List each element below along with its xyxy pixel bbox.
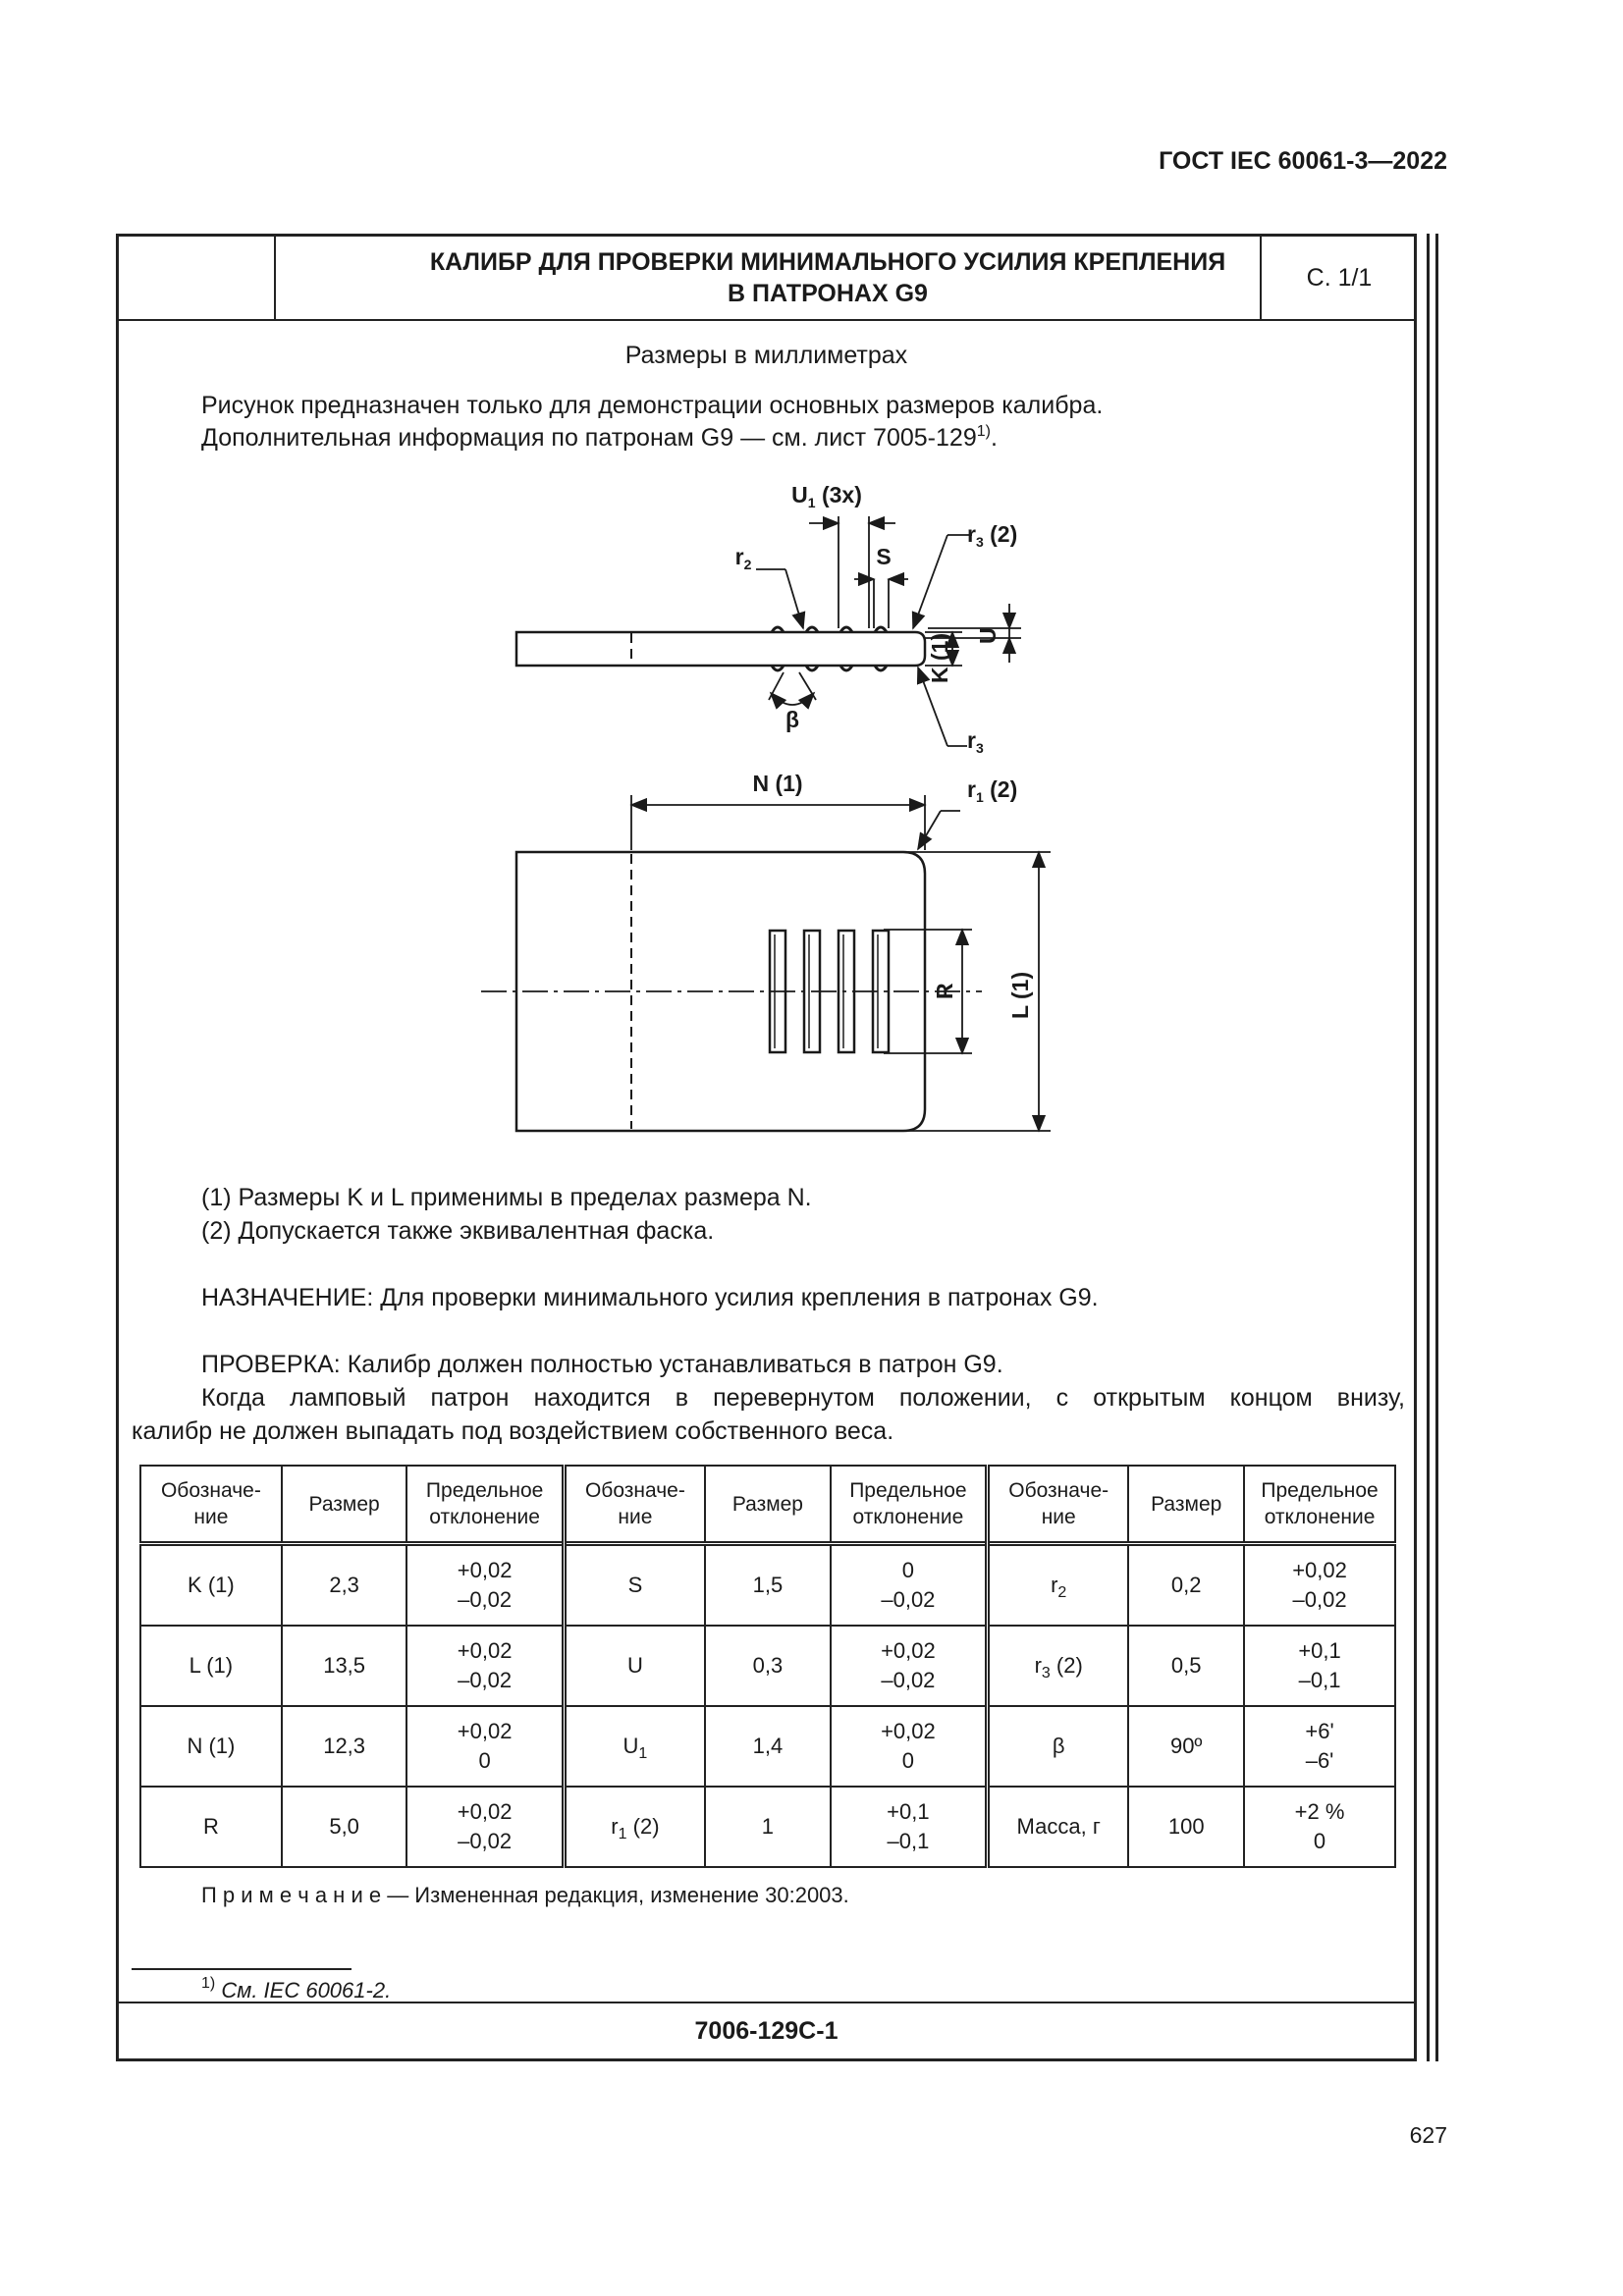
col-header-symbol: Обозначе- ние: [988, 1466, 1129, 1544]
col-header-size: Размер: [1128, 1466, 1244, 1544]
cell-size: 0,5: [1128, 1626, 1244, 1706]
label-u1: $U_1$ (3x): [791, 482, 862, 510]
cell-tolerance: [831, 1706, 988, 1787]
cell-tolerance: [406, 1787, 564, 1867]
col-header-size: Размер: [282, 1466, 407, 1544]
sheet-number: 7006-129C-1: [119, 2002, 1414, 2058]
page-number: 627: [1409, 2122, 1447, 2148]
header-empty-cell: [119, 237, 276, 319]
sheet-title-line2: В ПАТРОНАХ G9: [728, 280, 928, 307]
cell-size: 1,5: [705, 1544, 831, 1627]
footnote: [201, 1975, 392, 2003]
tolerance-upper: +2 %: [1294, 1799, 1345, 1824]
tolerance-lower: 0: [478, 1748, 491, 1773]
cell-tolerance: [1244, 1544, 1395, 1627]
cell-tolerance: [1244, 1626, 1395, 1706]
cell-size: 0,2: [1128, 1544, 1244, 1627]
footnote-rule: [132, 1968, 352, 1970]
intro-line-2: [201, 422, 998, 454]
tolerance-lower: –0,1: [887, 1829, 930, 1853]
cell-tolerance: [1244, 1787, 1395, 1867]
cell-size: 1,4: [705, 1706, 831, 1787]
tolerance-upper: +0,1: [1298, 1638, 1341, 1663]
tolerance-lower: 0: [1313, 1829, 1326, 1853]
cell-tolerance: [831, 1626, 988, 1706]
check-text-2b: калибр не должен выпадать под воздействием собственного веса.: [132, 1417, 894, 1445]
footnote-ref: 1): [976, 423, 991, 440]
table-row: [140, 1626, 1395, 1706]
tolerance-upper: +0,02: [457, 1638, 513, 1663]
cell-size: 13,5: [282, 1626, 407, 1706]
sheet-title: [276, 237, 1380, 319]
tolerance-upper: +0,02: [457, 1719, 513, 1743]
footnote-text: См. IEC 60061-2.: [215, 1978, 392, 2002]
tolerance-lower: –0,1: [1298, 1668, 1341, 1692]
cell-tolerance: [1244, 1706, 1395, 1787]
cell-size: 12,3: [282, 1706, 407, 1787]
tolerance-lower: 0: [901, 1748, 915, 1773]
label-l: L (1): [1007, 971, 1033, 1019]
tolerance-lower: –0,02: [881, 1587, 936, 1612]
label-r2: $r_2$: [734, 544, 752, 572]
col-header-symbol: Обозначе- ние: [140, 1466, 282, 1544]
cell-tolerance: [406, 1626, 564, 1706]
cell-size: 2,3: [282, 1544, 407, 1627]
intro-line-2-end: .: [990, 424, 998, 452]
frame-double-line: [1435, 234, 1438, 2061]
purpose-text: НАЗНАЧЕНИЕ: Для проверки минимального усилия крепления в патронах G9.: [201, 1284, 1099, 1311]
label-r3-bottom: $r_3$: [967, 727, 984, 756]
gauge-drawing-svg: [471, 471, 1100, 1158]
sheet-title-line1: КАЛИБР ДЛЯ ПРОВЕРКИ МИНИМАЛЬНОГО УСИЛИЯ КРЕПЛЕНИЯ: [429, 248, 1226, 276]
tolerance-upper: +0,02: [881, 1638, 936, 1663]
cell-size: 1: [705, 1787, 831, 1867]
cell-symbol: L (1): [140, 1626, 282, 1706]
cell-size: 0,3: [705, 1626, 831, 1706]
cell-symbol: $r_1$ (2): [564, 1787, 705, 1867]
cell-symbol: Масса, г: [988, 1787, 1129, 1867]
cell-size: 5,0: [282, 1787, 407, 1867]
cell-tolerance: [406, 1706, 564, 1787]
label-r3-top: $r_3$ (2): [967, 521, 1018, 550]
intro-line-1: Рисунок предназначен только для демонстрации основных размеров калибра.: [201, 392, 1104, 419]
col-header-tolerance: Предельное отклонение: [406, 1466, 564, 1544]
label-r: R: [932, 983, 957, 999]
footnote-mark: 1): [201, 1975, 216, 1992]
cell-tolerance: [831, 1787, 988, 1867]
tolerance-lower: –0,02: [458, 1668, 513, 1692]
sheet-page-ref: С. 1/1: [1260, 237, 1417, 319]
tolerance-lower: –0,02: [458, 1829, 513, 1853]
tolerance-upper: +0,02: [1292, 1558, 1347, 1582]
check-text-2a: Когда ламповый патрон находится в перевернутом положении, с открытым концом внизу,: [201, 1384, 1405, 1412]
note-1: (1) Размеры K и L применимы в пределах размера N.: [201, 1184, 812, 1211]
check-text-1: ПРОВЕРКА: Калибр должен полностью устанавливаться в патрон G9.: [201, 1351, 1003, 1378]
table-note: П р и м е ч а н и е — Измененная редакция, изменение 30:2003.: [201, 1883, 849, 1907]
note-2: (2) Допускается также эквивалентная фаска.: [201, 1217, 715, 1245]
cell-size: 100: [1128, 1787, 1244, 1867]
label-k: K (1): [927, 632, 952, 683]
label-beta: β: [784, 707, 800, 732]
cell-symbol: R: [140, 1787, 282, 1867]
cell-size: 90º: [1128, 1706, 1244, 1787]
table-header-row: [140, 1466, 1395, 1544]
table-row: [140, 1787, 1395, 1867]
cell-symbol: N (1): [140, 1706, 282, 1787]
label-n: N (1): [752, 771, 803, 796]
cell-symbol: β: [988, 1706, 1129, 1787]
cell-tolerance: [831, 1544, 988, 1627]
table-row: [140, 1706, 1395, 1787]
sheet-header: [119, 237, 1414, 321]
frame-double-line: [1427, 234, 1430, 2061]
label-r1: $r_1$ (2): [967, 776, 1018, 805]
cell-symbol: S: [564, 1544, 705, 1627]
tolerance-upper: +0,02: [457, 1799, 513, 1824]
dimensions-table: [139, 1465, 1396, 1868]
tolerance-lower: –6': [1305, 1748, 1334, 1773]
tolerance-lower: –0,02: [1292, 1587, 1347, 1612]
tolerance-upper: +0,02: [457, 1558, 513, 1582]
col-header-size: Размер: [705, 1466, 831, 1544]
side-view-body: [516, 632, 925, 666]
tolerance-upper: +0,1: [887, 1799, 930, 1824]
document-code: ГОСТ IEC 60061-3—2022: [1159, 147, 1447, 175]
label-u: U: [975, 627, 1001, 644]
cell-symbol: $r_2$: [988, 1544, 1129, 1627]
cell-symbol: U: [564, 1626, 705, 1706]
tolerance-lower: –0,02: [881, 1668, 936, 1692]
cell-symbol: $r_3$ (2): [988, 1626, 1129, 1706]
label-s: S: [876, 544, 892, 569]
tolerance-upper: 0: [901, 1558, 915, 1582]
intro-line-2-text: Дополнительная информация по патронам G9 — см. лист 7005-129: [201, 424, 977, 452]
cell-symbol: K (1): [140, 1544, 282, 1627]
tolerance-upper: +6': [1305, 1719, 1334, 1743]
units-label: Размеры в миллиметрах: [624, 342, 908, 369]
cell-tolerance: [406, 1544, 564, 1627]
tolerance-lower: –0,02: [458, 1587, 513, 1612]
cell-symbol: $U_1$: [564, 1706, 705, 1787]
col-header-symbol: Обозначе- ние: [564, 1466, 705, 1544]
table-row: [140, 1544, 1395, 1627]
gauge-drawing: [471, 471, 1100, 1158]
col-header-tolerance: Предельное отклонение: [831, 1466, 988, 1544]
col-header-tolerance: Предельное отклонение: [1244, 1466, 1395, 1544]
tolerance-upper: +0,02: [881, 1719, 936, 1743]
